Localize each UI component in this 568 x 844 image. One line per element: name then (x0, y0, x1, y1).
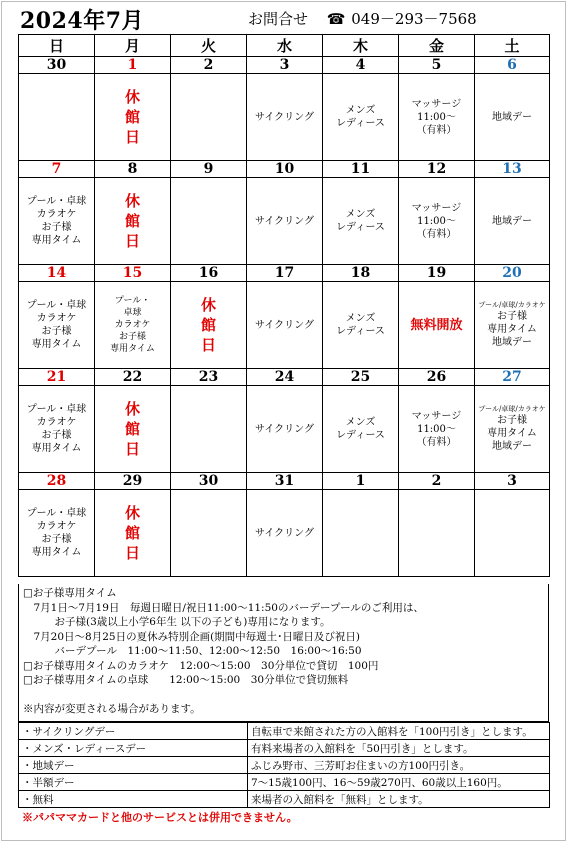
closed-day-label: 館 (124, 420, 140, 438)
day-cell (247, 178, 323, 265)
legend-name: ・メンズ・レディースデー (19, 740, 248, 757)
event-label: 専用タイム (487, 428, 537, 439)
notes-box (18, 584, 549, 722)
day-cell (171, 178, 247, 265)
day-cell (475, 282, 550, 369)
legend-row (19, 740, 550, 757)
event-label: メンズ (345, 209, 376, 220)
event-label: メンズ (345, 105, 376, 116)
weekday-thu: 木 (323, 35, 399, 57)
closed-day-label: 館 (124, 108, 140, 126)
date-number: 21 (19, 369, 95, 386)
date-number: 22 (95, 369, 171, 386)
note-line: ※内容が変更される場合があります。 (23, 703, 201, 715)
event-label: カラオケ (36, 313, 77, 324)
event-label: レディース (336, 326, 385, 337)
note-line: □お子様専用タイムの卓球 12:00～15:00 30分単位で貸切無料 (23, 674, 349, 686)
event-row (19, 490, 550, 577)
phone-number: 049－293－7568 (351, 10, 477, 28)
day-cell (95, 282, 171, 369)
closed-day-label: 休 (200, 296, 216, 314)
note-line: お子様(3歳以上小学6年生 以下の子ども)専用になります。 (23, 616, 331, 628)
date-number: 11 (323, 161, 399, 178)
legend-desc: ふじみ野市、三芳町お住まいの方100円引き。 (248, 757, 550, 774)
legend-name: ・地域デー (19, 757, 248, 774)
event-label: 専用タイム (31, 443, 82, 454)
event-label: 専用タイム (110, 344, 155, 354)
day-cell (95, 178, 171, 265)
event-label: プール・卓球 (26, 508, 87, 519)
date-number: 26 (399, 369, 475, 386)
date-number: 23 (171, 369, 247, 386)
date-number: 15 (95, 265, 171, 282)
date-number: 30 (171, 473, 247, 490)
date-number: 29 (95, 473, 171, 490)
date-number: 16 (171, 265, 247, 282)
date-number: 7 (19, 161, 95, 178)
legend-desc: 自転車で来館された方の入館料を「100円引き」とします。 (248, 723, 550, 740)
event-row (19, 178, 550, 265)
day-cell (247, 282, 323, 369)
event-label: 専用タイム (31, 339, 82, 350)
event-label: カラオケ (36, 417, 77, 428)
date-number: 18 (323, 265, 399, 282)
date-number: 1 (323, 473, 399, 490)
day-cell (323, 178, 399, 265)
day-cell (475, 386, 550, 473)
date-number: 8 (95, 161, 171, 178)
note-line: 7月1日～7月19日 毎週日曜日/祝日11:00～11:50のバーデープールのご利用は、 (23, 601, 424, 614)
event-label: プール・卓球 (26, 196, 87, 207)
day-cell (171, 74, 247, 161)
closed-day-label: 館 (124, 212, 140, 230)
date-row (19, 369, 550, 386)
weekday-sat: 土 (475, 35, 550, 57)
day-cell (475, 74, 550, 161)
legend-row (19, 774, 550, 791)
event-label: 11:00～ (417, 215, 456, 227)
phone-icon: ☎ (326, 10, 347, 28)
event-label: （有料） (416, 124, 457, 136)
day-cell (399, 74, 475, 161)
date-number: 13 (475, 161, 550, 178)
weekday-wed: 水 (247, 35, 323, 57)
event-label: （有料） (416, 436, 457, 448)
event-label: 卓球 (123, 308, 142, 318)
event-label: マッサージ (411, 410, 462, 422)
event-label: 地域デー (492, 215, 532, 227)
date-number: 4 (323, 57, 399, 74)
weekday-sun: 日 (19, 35, 95, 57)
day-cell (475, 490, 550, 577)
closed-day-label: 日 (124, 544, 140, 562)
day-cell (475, 178, 550, 265)
event-label: 専用タイム (487, 324, 537, 335)
note-line (23, 688, 544, 703)
event-label: サイクリング (255, 215, 314, 227)
event-label: お子様 (41, 326, 72, 337)
date-number: 28 (19, 473, 95, 490)
event-label: 専用タイム (31, 547, 82, 558)
date-number: 24 (247, 369, 323, 386)
legend-table (18, 722, 550, 808)
day-cell (399, 386, 475, 473)
event-label: カラオケ (36, 521, 77, 532)
day-cell (323, 282, 399, 369)
day-cell (171, 282, 247, 369)
closed-day-label: 日 (124, 128, 140, 146)
event-row (19, 282, 550, 369)
date-row (19, 161, 550, 178)
event-label: プール/卓球/カラオケ (478, 301, 546, 309)
closed-day-label: 休 (124, 192, 140, 210)
day-cell (323, 74, 399, 161)
calendar-table (18, 34, 550, 577)
event-label: サイクリング (255, 527, 314, 539)
event-row (19, 386, 550, 473)
closed-day-label: 休 (124, 88, 140, 106)
day-cell (95, 386, 171, 473)
weekday-fri: 金 (399, 35, 475, 57)
event-label: マッサージ (411, 202, 462, 214)
event-label: 11:00～ (417, 423, 456, 435)
contact-label: お問合せ (248, 10, 309, 28)
event-label: 地域デー (492, 441, 532, 452)
legend-row (19, 791, 550, 808)
event-label: プール・ (114, 296, 151, 306)
date-number: 10 (247, 161, 323, 178)
date-number: 3 (247, 57, 323, 74)
date-number: 14 (19, 265, 95, 282)
date-number: 2 (399, 473, 475, 490)
event-row (19, 74, 550, 161)
weekday-tue: 火 (171, 35, 247, 57)
note-line: □お子様専用タイム (23, 587, 117, 599)
date-row (19, 265, 550, 282)
date-number: 12 (399, 161, 475, 178)
day-cell (95, 74, 171, 161)
date-number: 17 (247, 265, 323, 282)
event-label: プール/卓球/カラオケ (478, 405, 546, 413)
event-label: お子様 (497, 415, 527, 426)
event-label: レディース (336, 430, 385, 441)
day-cell (19, 282, 95, 369)
day-cell (247, 490, 323, 577)
note-line: □お子様専用タイムのカラオケ 12:00～15:00 30分単位で貸切 100円 (23, 659, 379, 672)
legend-desc: 7～15歳100円、16～59歳270円、60歳以上160円。 (248, 774, 550, 791)
day-cell (247, 386, 323, 473)
event-label: お子様 (118, 332, 146, 342)
date-number: 30 (19, 57, 95, 74)
date-number: 27 (475, 369, 550, 386)
contact-info (248, 8, 477, 29)
footer-note: ※パパママカードと他のサービスとは併用できません。 (22, 811, 298, 824)
event-label: サイクリング (255, 111, 314, 123)
event-label: プール・卓球 (26, 300, 87, 311)
legend-name: ・サイクリングデー (19, 723, 248, 740)
legend-name: ・無料 (19, 791, 248, 808)
event-label: お子様 (41, 430, 72, 441)
event-label: プール・卓球 (26, 404, 87, 415)
closed-day-label: 日 (124, 232, 140, 250)
event-label: お子様 (41, 534, 72, 545)
event-label: お子様 (41, 222, 72, 233)
legend-desc: 来場者の入館料を「無料」とします。 (248, 791, 550, 808)
event-label: レディース (336, 222, 385, 233)
date-number: 31 (247, 473, 323, 490)
date-number: 1 (95, 57, 171, 74)
legend-row (19, 757, 550, 774)
event-label: マッサージ (411, 98, 462, 110)
closed-day-label: 館 (124, 524, 140, 542)
event-label: （有料） (416, 228, 457, 240)
date-row (19, 57, 550, 74)
closed-day-label: 休 (124, 504, 140, 522)
closed-day-label: 日 (124, 440, 140, 458)
day-cell (19, 178, 95, 265)
event-label: 専用タイム (31, 235, 82, 246)
day-cell (399, 490, 475, 577)
event-label: 地域デー (492, 337, 532, 348)
note-line: バーデプール 11:00～11:50、12:00～12:50 16:00～16:50 (23, 645, 362, 657)
event-label: メンズ (345, 417, 376, 428)
day-cell (323, 386, 399, 473)
legend-row (19, 723, 550, 740)
event-label: カラオケ (114, 320, 151, 330)
date-number: 5 (399, 57, 475, 74)
event-label: 11:00～ (417, 111, 456, 123)
date-row (19, 473, 550, 490)
date-number: 2 (171, 57, 247, 74)
event-label: 無料開放 (410, 317, 463, 333)
closed-day-label: 館 (200, 316, 216, 334)
closed-day-label: 日 (200, 336, 216, 354)
event-label: サイクリング (255, 423, 314, 435)
day-cell (19, 74, 95, 161)
day-cell (171, 386, 247, 473)
note-line: 7月20日～8月25日の夏休み特別企画(期間中毎週土･日曜日及び祝日) (23, 630, 361, 643)
date-number: 9 (171, 161, 247, 178)
weekday-header-row (19, 35, 550, 57)
day-cell (323, 490, 399, 577)
date-number: 6 (475, 57, 550, 74)
event-label: メンズ (345, 313, 376, 324)
day-cell (399, 178, 475, 265)
weekday-mon: 月 (95, 35, 171, 57)
day-cell (247, 74, 323, 161)
event-label: 地域デー (492, 111, 532, 123)
event-label: サイクリング (255, 319, 314, 331)
closed-day-label: 休 (124, 400, 140, 418)
day-cell (171, 490, 247, 577)
event-label: レディース (336, 118, 385, 129)
date-number: 25 (323, 369, 399, 386)
date-number: 19 (399, 265, 475, 282)
legend-desc: 有料来場者の入館料を「50円引き」とします。 (248, 740, 550, 757)
date-number: 3 (475, 473, 550, 490)
event-label: カラオケ (36, 209, 77, 220)
calendar-body (19, 57, 550, 577)
day-cell (19, 386, 95, 473)
event-label: お子様 (497, 311, 527, 322)
day-cell (95, 490, 171, 577)
legend-name: ・半額デー (19, 774, 248, 791)
day-cell (399, 282, 475, 369)
date-number: 20 (475, 265, 550, 282)
page-title: 2024年7月 (20, 8, 145, 34)
day-cell (19, 490, 95, 577)
